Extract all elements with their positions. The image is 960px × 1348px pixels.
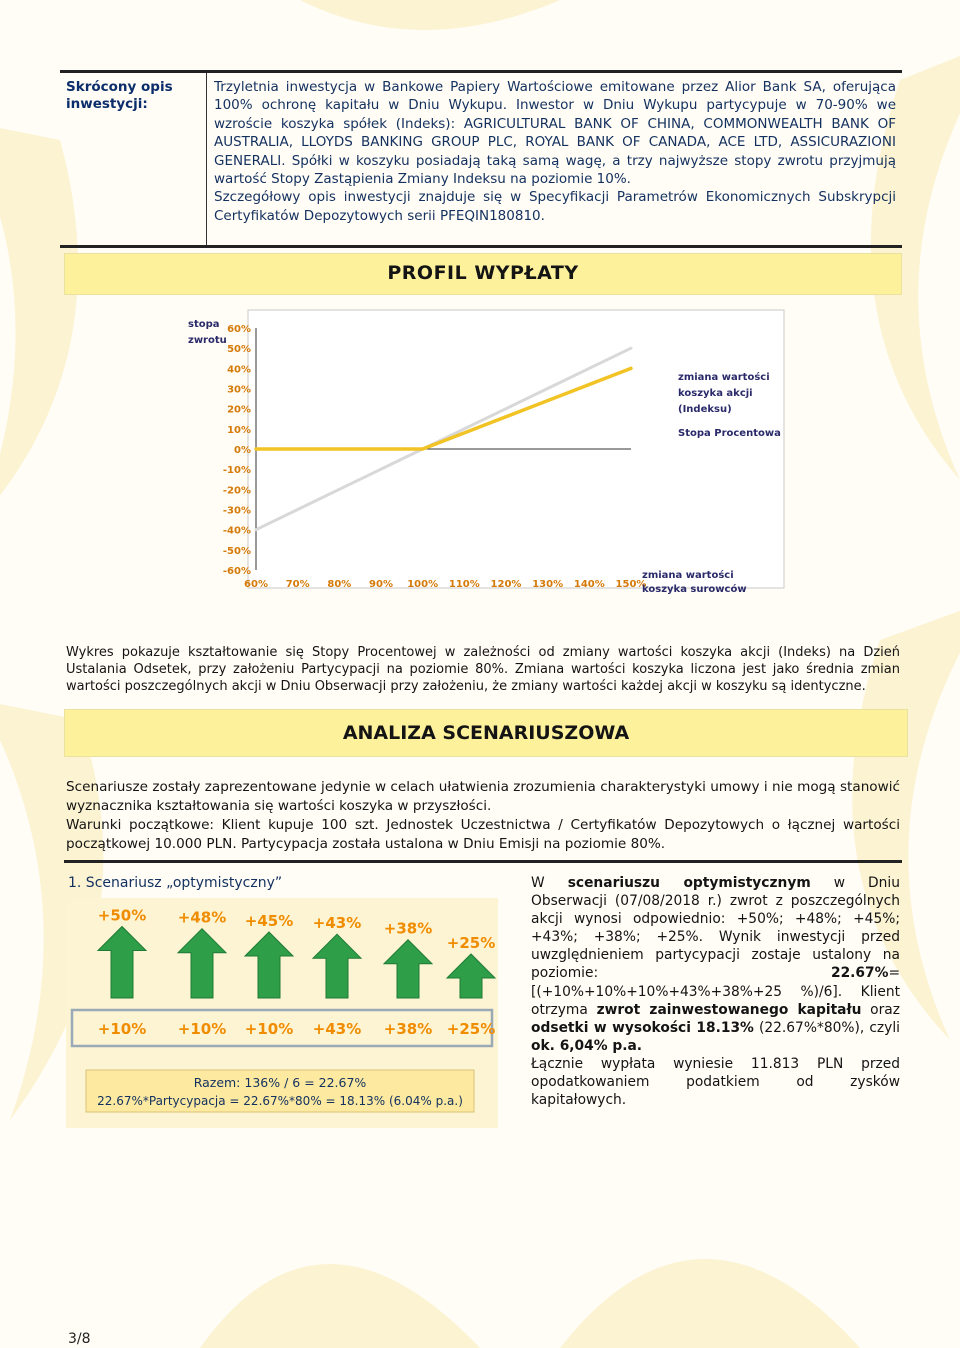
y-tick-label: -10% xyxy=(222,465,251,477)
y-tick-label: -20% xyxy=(222,485,251,497)
y-axis-title-line-1: stopa xyxy=(188,319,220,330)
page-number: 3/8 xyxy=(68,1331,91,1347)
desc-text-4: oraz xyxy=(861,1001,900,1018)
up-arrow-icon xyxy=(384,940,432,998)
capped-return-label: +10% xyxy=(244,1020,294,1038)
summary-label: Skrócony opis inwestycji: xyxy=(66,79,173,112)
analysis-intro: Scenariusze zostały zaprezentowane jedynie w celach ułatwienia zrozumienia charakterystyki umowy i nie mogą stanowić wyznacznika kształtowania się wartości koszyka w przyszłości. xyxy=(66,779,900,814)
y-axis-title-line-2: zwrotu xyxy=(188,335,227,346)
x-tick-label: 110% xyxy=(448,579,480,590)
x-tick-label: 80% xyxy=(327,579,352,590)
section-divider xyxy=(64,860,902,863)
desc-bold-2: 22.67% xyxy=(830,965,889,982)
x-tick-label: 90% xyxy=(369,579,393,590)
y-tick-label: 0% xyxy=(234,445,251,456)
summary-divider xyxy=(206,73,207,245)
investment-summary xyxy=(60,70,902,248)
chart-svg xyxy=(176,308,788,598)
scenario-heading: 1. Scenariusz „optymistyczny” xyxy=(68,875,283,891)
capped-return-label: +38% xyxy=(383,1020,433,1038)
up-arrow-icon xyxy=(313,934,361,998)
summary-paragraph-1: Trzyletnia inwestycja w Bankowe Papiery Wartościowe emitowane przez Alior Bank SA, oferująca 100% ochronę kapitału w Dniu Wykupu. Inwestor w Dniu Wykupu partycypuje w 70-90% we wzroście koszyka spółek (Indeks): AGRICULTURAL BANK OF CHINA, COMMONWEALTH BANK OF AUSTRALIA, LLOYDS BANKING GROUP PLC, ROYAL BANK OF CANADA, ACE LTD, ASSICURAZIONI GENERALI. Spółki w koszyku posiadają taką samą wagę, a trzy najwyższe stopy zwrotu przyjmują wartość Stopy Zastąpienia Zmiany Indeksu na poziomie 10%. xyxy=(214,79,896,188)
capped-return-label: +25% xyxy=(446,1020,496,1038)
desc-bold-3: zwrot zainwestowanego kapitału xyxy=(596,1001,862,1018)
desc-bold-1: scenariuszu optymistycznym xyxy=(567,875,811,891)
scenario-svg xyxy=(66,898,498,1128)
desc-text-2: w Dniu Obserwacji (07/08/2018 r.) zwrot z poszczególnych akcji wynosi odpowiednio: +50%; +48%; +45%; +43%; +38%; +25%. Wynik inwestycji przed uwzględnieniem partycypacji zostaje ustalony na poziomie: xyxy=(531,875,901,982)
return-label: +50% xyxy=(97,906,147,925)
y-tick-label: 20% xyxy=(227,404,251,416)
return-label: +25% xyxy=(446,934,496,952)
legend-interest-rate: Stopa Procentowa xyxy=(678,428,781,439)
y-tick-label: 50% xyxy=(227,344,251,356)
x-axis-title-line-1: zmiana wartości xyxy=(642,570,734,581)
legend-index-line-1: zmiana wartości xyxy=(678,372,770,383)
analysis-title: ANALIZA SCENARIUSZOWA xyxy=(64,709,908,757)
desc-bold-5: ok. 6,04% p.a. xyxy=(531,1037,643,1054)
up-arrow-icon xyxy=(98,927,146,999)
summary-text xyxy=(214,78,896,225)
return-label: +38% xyxy=(383,919,433,938)
analysis-text xyxy=(66,778,900,854)
calculation-line-1: Razem: 136% / 6 = 22.67% xyxy=(193,1075,367,1090)
x-tick-label: 70% xyxy=(285,579,310,590)
y-tick-label: -30% xyxy=(222,505,251,517)
x-tick-label: 150% xyxy=(615,579,647,590)
return-label: +43% xyxy=(312,914,362,933)
up-arrow-icon xyxy=(245,932,293,998)
calculation-line-2: 22.67%*Partycypacja = 22.67%*80% = 18.13% (6.04% p.a.) xyxy=(97,1094,463,1108)
x-tick-label: 120% xyxy=(490,579,522,590)
y-tick-label: 60% xyxy=(227,324,251,335)
payout-profile-chart xyxy=(176,308,788,598)
scenario-description xyxy=(531,874,900,1109)
initial-conditions: Warunki początkowe: Klient kupuje 100 szt. Jednostek Uczestnictwa / Certyfikatów Depozytowych o łącznej wartości początkowej 10.000 PLN. Partycypacja została ustalona w Dniu Emisji na poziomie 80%. xyxy=(66,817,900,852)
y-tick-label: 40% xyxy=(227,364,251,376)
desc-bold-4: odsetki w wysokości 18.13% xyxy=(531,1019,754,1036)
desc-text-1: W xyxy=(531,875,568,891)
capped-return-label: +43% xyxy=(312,1020,362,1038)
y-tick-label: -40% xyxy=(222,525,251,537)
chart-caption: Wykres pokazuje kształtowanie się Stopy Procentowej w zależności od zmiany wartości koszyka akcji (Indeks) na Dzień Ustalania Odsetek, przy założeniu Partycypacji na poziomie 80%. Zmiana wartości koszyka liczona jest jako średnia zmian wartości poszczególnych akcji w Dniu Obserwacji przy założeniu, że zmiany wartości każdej akcji w koszyku są identyczne. xyxy=(66,645,900,695)
legend-index-line-3: (Indeksu) xyxy=(678,404,732,415)
y-tick-label: 30% xyxy=(227,384,251,396)
y-tick-label: -50% xyxy=(222,545,251,557)
legend-index-line-2: koszyka akcji xyxy=(678,388,753,399)
y-tick-label: -60% xyxy=(222,566,251,577)
x-tick-label: 130% xyxy=(532,579,564,590)
capped-return-label: +10% xyxy=(177,1020,227,1038)
summary-paragraph-2: Szczegółowy opis inwestycji znajduje się w Specyfikacji Parametrów Ekonomicznych Subskrypcji Certyfikatów Depozytowych serii PFEQIN180810. xyxy=(214,189,896,224)
capped-return-label: +10% xyxy=(97,1020,147,1038)
scenario-graphic xyxy=(66,898,498,1128)
x-tick-label: 140% xyxy=(573,579,605,590)
return-label: +48% xyxy=(177,908,227,927)
desc-total: Łącznie wypłata wyniesie 11.813 PLN przed opodatkowaniem podatkiem od zysków kapitałowych. xyxy=(531,1055,900,1109)
up-arrow-icon xyxy=(447,954,495,998)
profile-title: PROFIL WYPŁATY xyxy=(64,253,902,295)
y-tick-label: 10% xyxy=(227,424,251,436)
up-arrow-icon xyxy=(178,929,226,998)
desc-text-5: (22.67%*80%), czyli xyxy=(753,1019,900,1036)
x-axis-title-line-2: koszyka surowców xyxy=(642,584,747,595)
desc-text-3: =[(+10%+10%+10%+43%+38%+25 %)/6]. Klient otrzyma xyxy=(531,965,900,1018)
return-label: +45% xyxy=(244,912,294,930)
x-tick-label: 60% xyxy=(244,579,268,590)
x-tick-label: 100% xyxy=(407,579,439,590)
